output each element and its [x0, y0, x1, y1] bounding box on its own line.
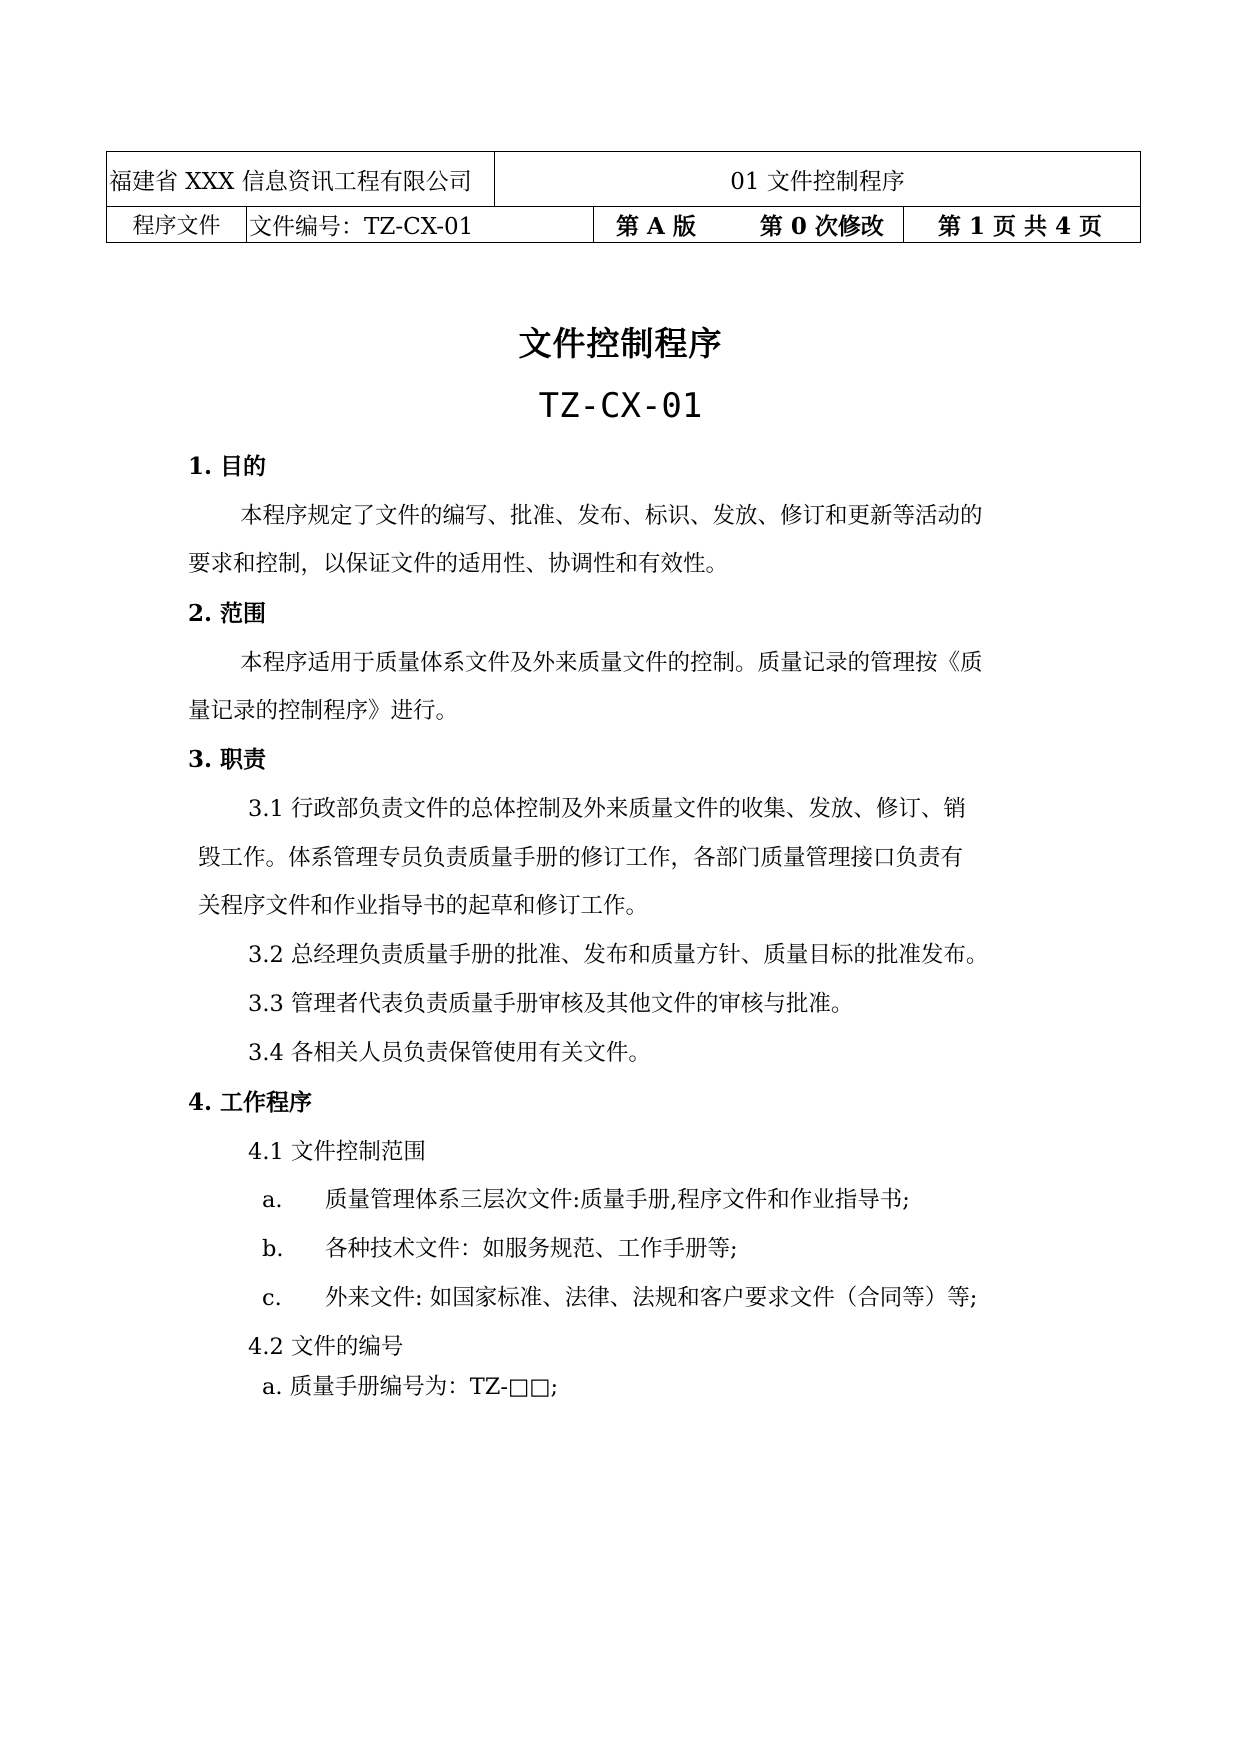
section-1-paragraph-line-2: 要求和控制，以保证文件的适用性、协调性和有效性。	[188, 551, 729, 577]
section-3-heading: 3. 职责	[188, 746, 267, 773]
document-name: 01 文件控制程序	[494, 152, 1140, 206]
section-4-heading: 4. 工作程序	[188, 1089, 313, 1116]
company-name: 福建省 XXX 信息资讯工程有限公司	[109, 168, 472, 195]
revision: 第 0 次修改	[759, 212, 884, 240]
responsibility-3-1-line-2: 毁工作。体系管理专员负责质量手册的修订工作，各部门质量管理接口负责有	[198, 845, 964, 871]
list-item-a-label: a.	[262, 1187, 283, 1213]
document-type: 程序文件	[132, 213, 221, 239]
procedure-4-1: 4.1 文件控制范围	[248, 1139, 426, 1165]
section-1-paragraph-line-1: 本程序规定了文件的编写、批准、发布、标识、发放、修订和更新等活动的	[240, 503, 983, 529]
header-table	[106, 151, 1141, 243]
list-item-b-text: 各种技术文件：如服务规范、工作手册等;	[325, 1236, 738, 1262]
list-item-c-label: c.	[262, 1285, 282, 1311]
section-2-paragraph-line-2: 量记录的控制程序》进行。	[188, 698, 459, 724]
edition: 第 A 版	[616, 212, 696, 240]
header-row-1	[107, 152, 1140, 207]
document-code: TZ-CX-01	[538, 386, 703, 426]
section-2-paragraph-line-1: 本程序适用于质量体系文件及外来质量文件的控制。质量记录的管理按《质	[240, 650, 983, 676]
list-item-c-text: 外来文件: 如国家标准、法律、法规和客户要求文件（合同等）等;	[325, 1285, 978, 1311]
edition-revision	[593, 206, 903, 242]
responsibility-3-2: 3.2 总经理负责质量手册的批准、发布和质量方针、质量目标的批准发布。	[248, 942, 989, 968]
header-row-2	[107, 206, 1140, 242]
page-title: 文件控制程序	[518, 324, 723, 363]
responsibility-3-1-line-3: 关程序文件和作业指导书的起草和修订工作。	[198, 893, 649, 919]
document-number: 文件编号：TZ-CX-01	[246, 206, 593, 242]
section-2-heading: 2. 范围	[188, 600, 267, 627]
page-count: 第 1 页 共 4 页	[903, 206, 1140, 242]
list-item-b-label: b.	[262, 1236, 284, 1262]
list-item-a-text: 质量管理体系三层次文件:质量手册,程序文件和作业指导书;	[325, 1187, 910, 1213]
responsibility-3-1-line-1: 3.1 行政部负责文件的总体控制及外来质量文件的收集、发放、修订、销	[248, 796, 966, 822]
responsibility-3-3: 3.3 管理者代表负责质量手册审核及其他文件的审核与批准。	[248, 991, 854, 1017]
manual-numbering-item: a. 质量手册编号为：TZ-□□;	[262, 1374, 559, 1400]
procedure-4-2: 4.2 文件的编号	[248, 1334, 404, 1360]
responsibility-3-4: 3.4 各相关人员负责保管使用有关文件。	[248, 1040, 651, 1066]
section-1-heading: 1. 目的	[188, 453, 267, 480]
